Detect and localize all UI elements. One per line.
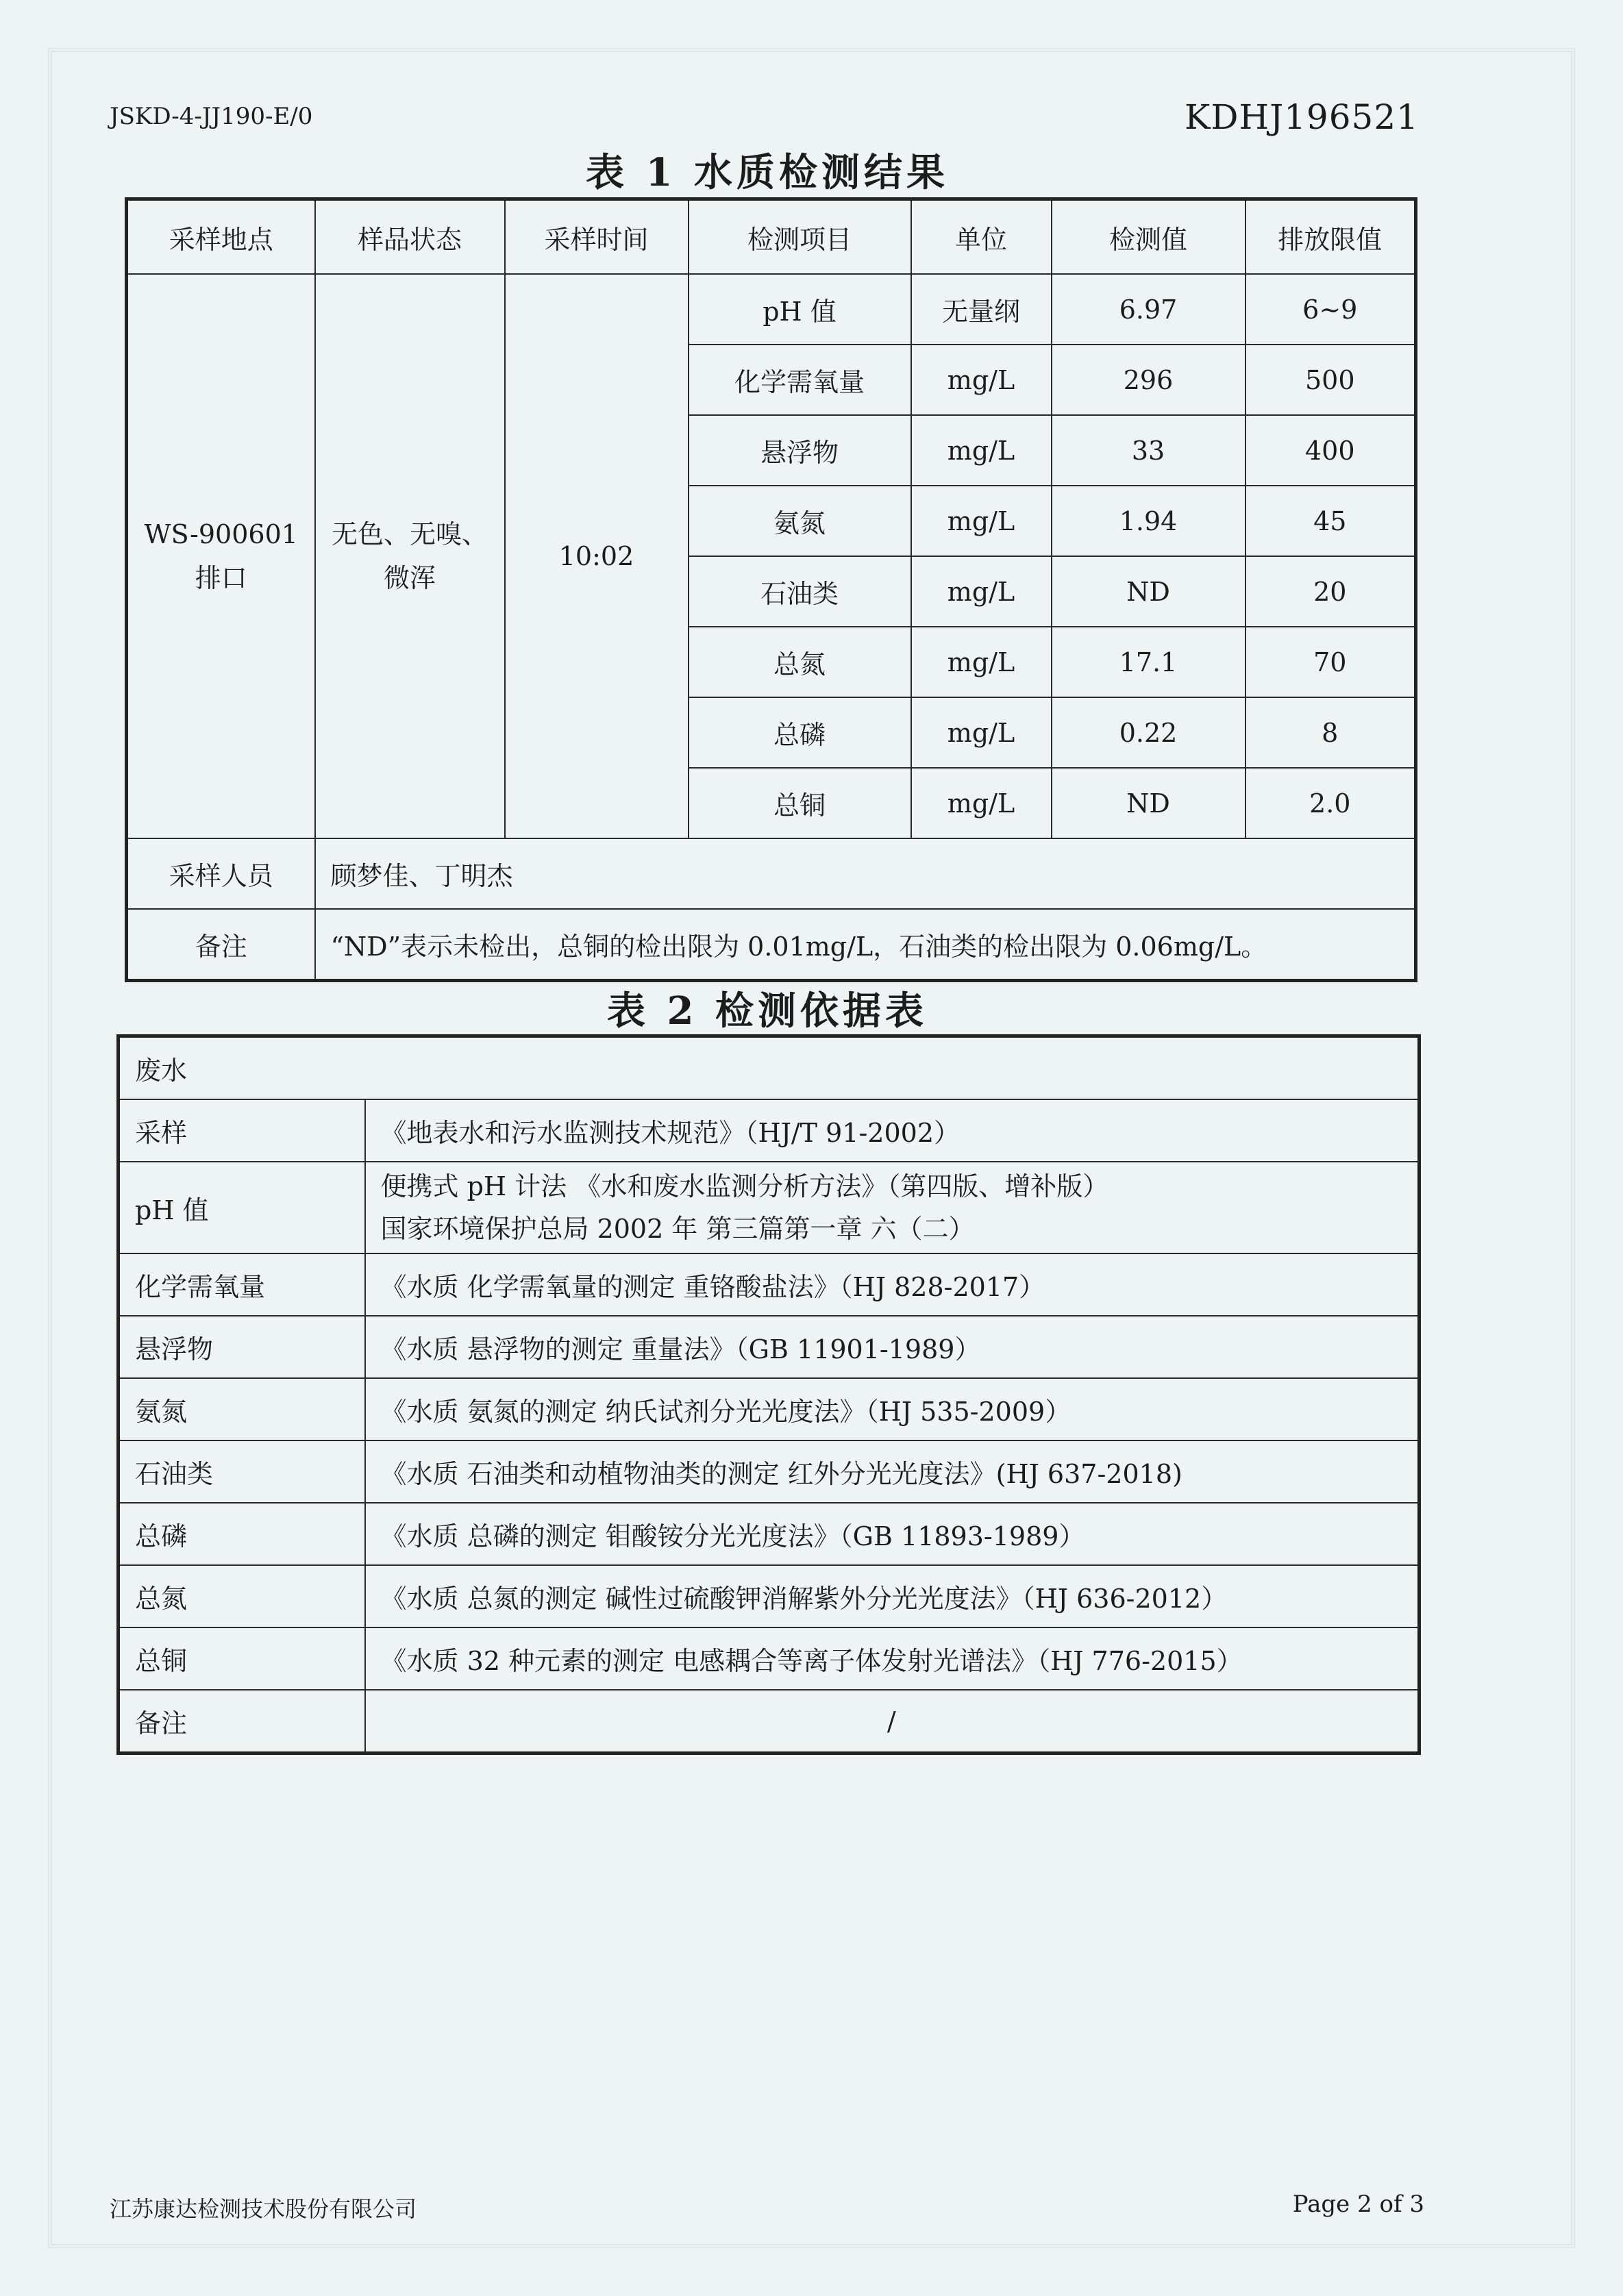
table-row: [119, 1503, 1420, 1565]
method-cell: 《水质 总氮的测定 碱性过硫酸钾消解紫外分光光度法》（HJ 636-2012）: [365, 1565, 1420, 1627]
unit-cell: mg/L: [911, 415, 1052, 486]
item-cell: 石油类: [689, 556, 911, 627]
table-row: [119, 1378, 1420, 1440]
item-cell: 氨氮: [689, 486, 911, 556]
item-cell: 总铜: [119, 1627, 365, 1690]
value-cell: 17.1: [1052, 627, 1246, 697]
table-row: [119, 1099, 1420, 1162]
limit-cell: 500: [1246, 345, 1416, 415]
method-cell: 《水质 氨氮的测定 纳氏试剂分光光度法》（HJ 535-2009）: [365, 1378, 1420, 1440]
sample-state-cell: [315, 274, 505, 838]
header-cell: 采样地点: [127, 199, 315, 275]
value-cell: ND: [1052, 768, 1246, 838]
remark-label: 备注: [127, 909, 315, 981]
item-cell: 石油类: [119, 1440, 365, 1503]
table1-title: 表 1 水质检测结果: [586, 150, 949, 195]
state-line: 无色、无嗅、: [331, 519, 488, 549]
method-line: 便携式 pH 计法 《水和废水监测分析方法》（第四版、增补版）: [380, 1171, 1109, 1201]
table-row: [119, 1565, 1420, 1627]
sampler-label: 采样人员: [127, 838, 315, 909]
remark-value: “ND”表示未检出，总铜的检出限为 0.01mg/L，石油类的检出限为 0.06mg/L。: [315, 909, 1416, 981]
table-row: [119, 1162, 1420, 1253]
sampling-location-cell: [127, 274, 315, 838]
table-row: [119, 1316, 1420, 1378]
unit-cell: mg/L: [911, 345, 1052, 415]
limit-cell: 70: [1246, 627, 1416, 697]
category-cell: 废水: [119, 1036, 1420, 1100]
location-line: 排口: [195, 563, 247, 593]
method-cell: 《地表水和污水监测技术规范》（HJ/T 91-2002）: [365, 1099, 1420, 1162]
header-cell: 检测值: [1052, 199, 1246, 275]
item-cell: 总磷: [119, 1503, 365, 1565]
unit-cell: mg/L: [911, 768, 1052, 838]
item-cell: 总氮: [689, 627, 911, 697]
item-cell: 氨氮: [119, 1378, 365, 1440]
method-cell: 《水质 石油类和动植物油类的测定 红外分光光度法》(HJ 637-2018): [365, 1440, 1420, 1503]
remark-row: [119, 1690, 1420, 1754]
location-line: WS-900601: [144, 519, 298, 549]
method-cell: 《水质 悬浮物的测定 重量法》（GB 11901-1989）: [365, 1316, 1420, 1378]
test-basis-table: [116, 1034, 1421, 1755]
header-cell: 采样时间: [505, 199, 689, 275]
unit-cell: mg/L: [911, 697, 1052, 768]
unit-cell: mg/L: [911, 556, 1052, 627]
table-row: [119, 1440, 1420, 1503]
item-cell: pH 值: [119, 1162, 365, 1253]
value-cell: 0.22: [1052, 697, 1246, 768]
limit-cell: 8: [1246, 697, 1416, 768]
table-row: [119, 1627, 1420, 1690]
category-row: [119, 1036, 1420, 1100]
company-name: 江苏康达检测技术股份有限公司: [110, 2196, 417, 2222]
item-cell: 总磷: [689, 697, 911, 768]
remark-label: 备注: [119, 1690, 365, 1754]
item-cell: 化学需氧量: [119, 1253, 365, 1316]
sampling-time-cell: 10:02: [505, 274, 689, 838]
water-quality-results-table: [125, 197, 1417, 982]
method-line: 国家环境保护总局 2002 年 第三篇第一章 六（二）: [380, 1214, 975, 1244]
state-line: 微浑: [383, 563, 436, 593]
value-cell: 6.97: [1052, 274, 1246, 345]
page-number: Page 2 of 3: [1292, 2191, 1424, 2218]
sampler-row: [127, 838, 1416, 909]
unit-cell: mg/L: [911, 627, 1052, 697]
method-cell: 《水质 总磷的测定 钼酸铵分光光度法》（GB 11893-1989）: [365, 1503, 1420, 1565]
document-code: JSKD-4-JJ190-E/0: [110, 103, 313, 130]
limit-cell: 400: [1246, 415, 1416, 486]
item-cell: 悬浮物: [119, 1316, 365, 1378]
remark-row: [127, 909, 1416, 981]
report-number: KDHJ196521: [1185, 97, 1419, 137]
item-cell: pH 值: [689, 274, 911, 345]
limit-cell: 45: [1246, 486, 1416, 556]
limit-cell: 2.0: [1246, 768, 1416, 838]
sampler-value: 顾梦佳、丁明杰: [315, 838, 1416, 909]
table-row: [119, 1253, 1420, 1316]
item-cell: 总氮: [119, 1565, 365, 1627]
header-cell: 样品状态: [315, 199, 505, 275]
limit-cell: 20: [1246, 556, 1416, 627]
table1-header-row: [127, 199, 1416, 275]
item-cell: 悬浮物: [689, 415, 911, 486]
value-cell: 33: [1052, 415, 1246, 486]
method-cell: 《水质 32 种元素的测定 电感耦合等离子体发射光谱法》（HJ 776-2015）: [365, 1627, 1420, 1690]
unit-cell: mg/L: [911, 486, 1052, 556]
table2-title: 表 2 检测依据表: [607, 988, 928, 1034]
value-cell: 1.94: [1052, 486, 1246, 556]
method-cell: [365, 1162, 1420, 1253]
remark-value: /: [365, 1690, 1420, 1754]
table-row: [127, 274, 1416, 345]
header-cell: 检测项目: [689, 199, 911, 275]
unit-cell: 无量纲: [911, 274, 1052, 345]
item-cell: 化学需氧量: [689, 345, 911, 415]
item-cell: 总铜: [689, 768, 911, 838]
limit-cell: 6~9: [1246, 274, 1416, 345]
header-cell: 单位: [911, 199, 1052, 275]
header-cell: 排放限值: [1246, 199, 1416, 275]
value-cell: 296: [1052, 345, 1246, 415]
value-cell: ND: [1052, 556, 1246, 627]
item-cell: 采样: [119, 1099, 365, 1162]
method-cell: 《水质 化学需氧量的测定 重铬酸盐法》（HJ 828-2017）: [365, 1253, 1420, 1316]
